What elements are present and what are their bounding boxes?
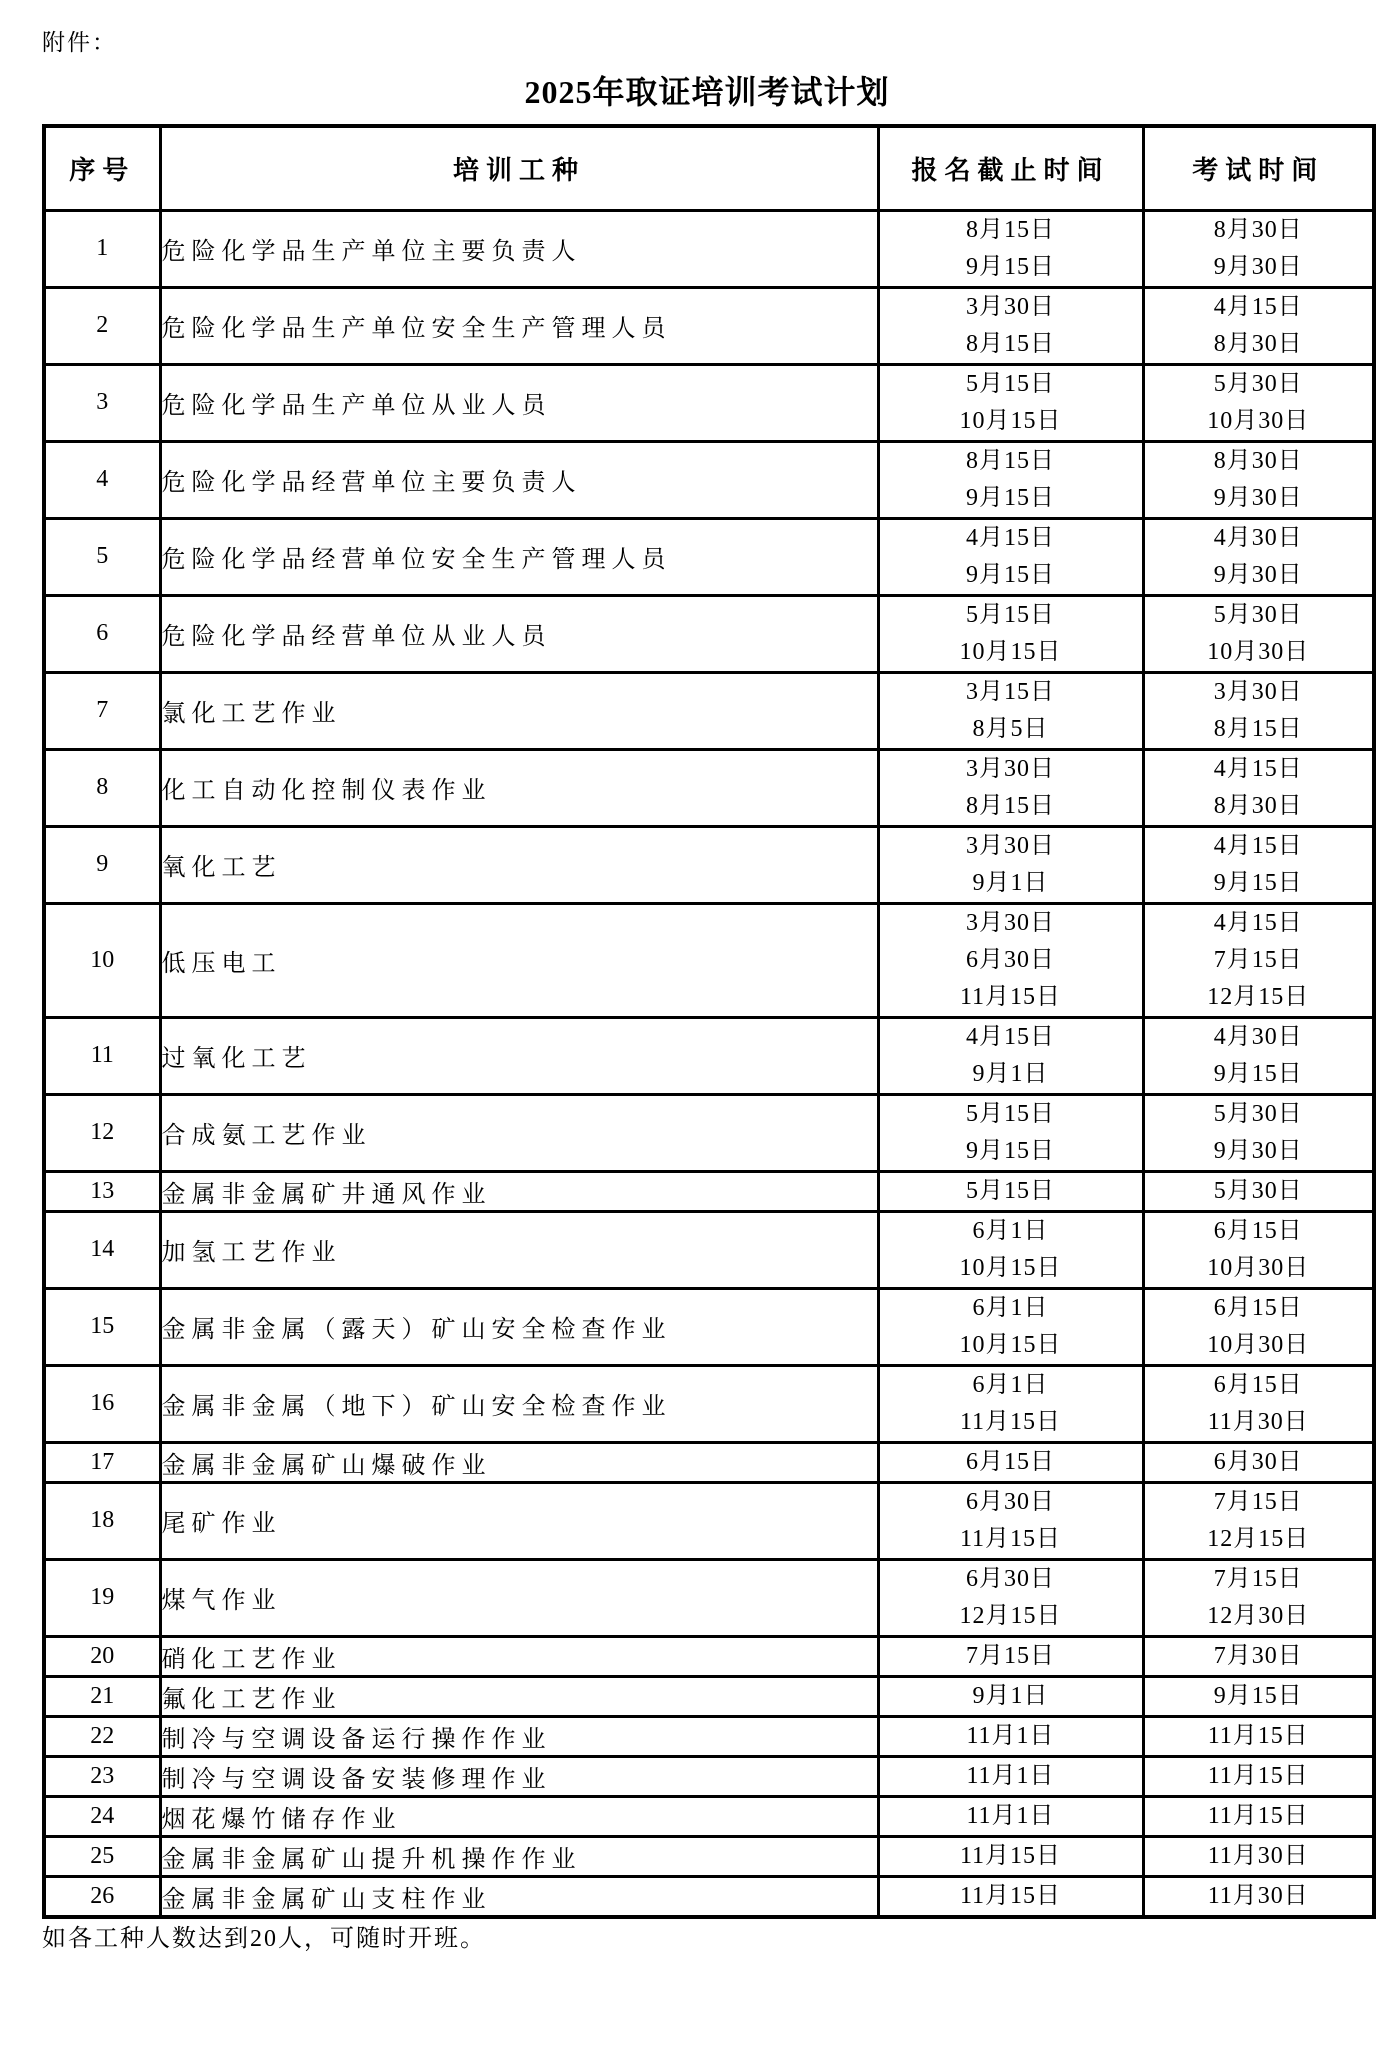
job-title-cell: 危险化学品生产单位从业人员 (160, 364, 878, 441)
deadline-cell (878, 1676, 1143, 1716)
attachment-label: 附件： (42, 30, 117, 55)
exam-cell (1143, 441, 1374, 518)
exam-cell (1143, 1796, 1374, 1836)
exam-date: 4月15日 (1213, 755, 1303, 782)
exam-date: 10月30日 (1207, 1331, 1310, 1358)
deadline-cell (878, 1171, 1143, 1211)
exam-cell (1143, 210, 1374, 287)
deadline-cell (878, 364, 1143, 441)
table-row (44, 1211, 1374, 1288)
exam-cell (1143, 1836, 1374, 1876)
deadline-date: 6月15日 (966, 1448, 1055, 1475)
exam-date: 11月15日 (1207, 1802, 1309, 1829)
row-number-cell: 4 (44, 441, 160, 518)
deadline-date: 10月15日 (959, 638, 1062, 665)
exam-cell (1143, 903, 1374, 1017)
exam-cell (1143, 1482, 1374, 1559)
deadline-date: 9月1日 (972, 1060, 1049, 1087)
exam-date: 11月30日 (1207, 1408, 1309, 1435)
deadline-date: 6月1日 (972, 1294, 1049, 1321)
table-row (44, 441, 1374, 518)
row-number-cell: 17 (44, 1442, 160, 1482)
table-row (44, 903, 1374, 1017)
deadline-date: 3月30日 (966, 293, 1055, 320)
exam-date: 8月30日 (1213, 792, 1303, 819)
deadline-date: 4月15日 (966, 1023, 1055, 1050)
exam-date: 10月30日 (1207, 407, 1310, 434)
exam-date: 11月30日 (1207, 1842, 1309, 1869)
job-title-cell: 合成氨工艺作业 (160, 1094, 878, 1171)
deadline-date: 11月15日 (959, 1882, 1062, 1909)
deadline-cell (878, 1876, 1143, 1917)
row-number-cell: 16 (44, 1365, 160, 1442)
table-row (44, 595, 1374, 672)
job-title-cell: 低压电工 (160, 903, 878, 1017)
job-title-cell: 金属非金属矿山提升机操作作业 (160, 1836, 878, 1876)
exam-date: 6月30日 (1213, 1448, 1303, 1475)
table-row (44, 1482, 1374, 1559)
deadline-cell (878, 1756, 1143, 1796)
exam-date: 5月30日 (1213, 370, 1303, 397)
deadline-cell (878, 1716, 1143, 1756)
deadline-date: 8月5日 (972, 715, 1049, 742)
exam-cell (1143, 1211, 1374, 1288)
exam-cell (1143, 826, 1374, 903)
deadline-date: 6月30日 (966, 946, 1055, 973)
exam-cell (1143, 1171, 1374, 1211)
exam-cell (1143, 1017, 1374, 1094)
exam-date: 6月15日 (1213, 1217, 1303, 1244)
exam-date: 9月30日 (1213, 253, 1303, 280)
row-number-cell: 10 (44, 903, 160, 1017)
deadline-cell (878, 1094, 1143, 1171)
deadline-date: 9月1日 (972, 1682, 1049, 1709)
deadline-cell (878, 1636, 1143, 1676)
deadline-date: 3月30日 (966, 909, 1055, 936)
deadline-date: 6月30日 (966, 1488, 1055, 1515)
exam-cell (1143, 1636, 1374, 1676)
job-title-cell: 金属非金属矿山爆破作业 (160, 1442, 878, 1482)
job-title-cell: 尾矿作业 (160, 1482, 878, 1559)
deadline-date: 5月15日 (966, 1177, 1055, 1204)
deadline-date: 3月30日 (966, 755, 1055, 782)
deadline-cell (878, 903, 1143, 1017)
exam-date: 4月15日 (1213, 832, 1303, 859)
deadline-date: 6月30日 (966, 1565, 1055, 1592)
table-row (44, 1017, 1374, 1094)
deadline-cell (878, 1796, 1143, 1836)
exam-cell (1143, 1756, 1374, 1796)
exam-date: 5月30日 (1213, 1100, 1303, 1127)
deadline-date: 9月15日 (966, 484, 1055, 511)
job-title-cell: 金属非金属矿井通风作业 (160, 1171, 878, 1211)
deadline-date: 11月1日 (966, 1722, 1055, 1749)
deadline-cell (878, 1482, 1143, 1559)
exam-date: 7月30日 (1213, 1642, 1303, 1669)
exam-date: 3月30日 (1213, 678, 1303, 705)
exam-cell (1143, 1365, 1374, 1442)
exam-date: 9月15日 (1213, 1682, 1303, 1709)
deadline-date: 6月1日 (972, 1217, 1049, 1244)
col-header-no: 序号 (44, 126, 160, 210)
deadline-cell (878, 1559, 1143, 1636)
exam-date: 12月15日 (1207, 1525, 1310, 1552)
exam-date: 11月30日 (1207, 1882, 1309, 1909)
deadline-date: 11月15日 (959, 983, 1062, 1010)
job-title-cell: 过氧化工艺 (160, 1017, 878, 1094)
table-row (44, 1756, 1374, 1796)
job-title-cell: 氟化工艺作业 (160, 1676, 878, 1716)
footnote: 如各工种人数达到20人，可随时开班。 (42, 1925, 486, 1952)
row-number-cell: 24 (44, 1796, 160, 1836)
row-number-cell: 12 (44, 1094, 160, 1171)
deadline-date: 11月15日 (959, 1842, 1062, 1869)
job-title-cell: 氯化工艺作业 (160, 672, 878, 749)
exam-date: 9月15日 (1213, 1060, 1303, 1087)
table-row (44, 1676, 1374, 1716)
exam-date: 7月15日 (1213, 1565, 1303, 1592)
exam-cell (1143, 1676, 1374, 1716)
table-row (44, 210, 1374, 287)
deadline-date: 7月15日 (966, 1642, 1055, 1669)
exam-date: 8月30日 (1213, 216, 1303, 243)
deadline-date: 5月15日 (966, 1100, 1055, 1127)
exam-date: 10月30日 (1207, 1254, 1310, 1281)
job-title-cell: 危险化学品生产单位安全生产管理人员 (160, 287, 878, 364)
exam-cell (1143, 749, 1374, 826)
deadline-date: 10月15日 (959, 1331, 1062, 1358)
exam-cell (1143, 1876, 1374, 1917)
exam-date: 10月30日 (1207, 638, 1310, 665)
exam-date: 8月30日 (1213, 447, 1303, 474)
exam-date: 12月30日 (1207, 1602, 1310, 1629)
row-number-cell: 7 (44, 672, 160, 749)
row-number-cell: 11 (44, 1017, 160, 1094)
table-row (44, 749, 1374, 826)
table-row (44, 1094, 1374, 1171)
table-row (44, 1836, 1374, 1876)
job-title-cell: 煤气作业 (160, 1559, 878, 1636)
exam-cell (1143, 1442, 1374, 1482)
exam-date: 9月30日 (1213, 1137, 1303, 1164)
row-number-cell: 5 (44, 518, 160, 595)
job-title-cell: 制冷与空调设备运行操作作业 (160, 1716, 878, 1756)
row-number-cell: 21 (44, 1676, 160, 1716)
exam-date: 9月15日 (1213, 869, 1303, 896)
deadline-date: 11月15日 (959, 1408, 1062, 1435)
row-number-cell: 6 (44, 595, 160, 672)
exam-date: 4月30日 (1213, 524, 1303, 551)
table-row (44, 1716, 1374, 1756)
deadline-cell (878, 287, 1143, 364)
table-row (44, 1559, 1374, 1636)
exam-cell (1143, 672, 1374, 749)
exam-cell (1143, 1288, 1374, 1365)
exam-cell (1143, 1716, 1374, 1756)
deadline-cell (878, 1017, 1143, 1094)
row-number-cell: 2 (44, 287, 160, 364)
job-title-cell: 烟花爆竹储存作业 (160, 1796, 878, 1836)
deadline-cell (878, 1365, 1143, 1442)
exam-plan-table (42, 124, 1376, 1919)
job-title-cell: 危险化学品生产单位主要负责人 (160, 210, 878, 287)
deadline-cell (878, 1211, 1143, 1288)
table-header-row (44, 126, 1374, 210)
exam-date: 11月15日 (1207, 1762, 1309, 1789)
exam-cell (1143, 287, 1374, 364)
table-row (44, 1636, 1374, 1676)
exam-cell (1143, 595, 1374, 672)
row-number-cell: 23 (44, 1756, 160, 1796)
deadline-cell (878, 518, 1143, 595)
exam-date: 4月30日 (1213, 1023, 1303, 1050)
table-row (44, 826, 1374, 903)
exam-cell (1143, 364, 1374, 441)
deadline-date: 8月15日 (966, 216, 1055, 243)
job-title-cell: 加氢工艺作业 (160, 1211, 878, 1288)
row-number-cell: 18 (44, 1482, 160, 1559)
table-row (44, 1876, 1374, 1917)
exam-cell (1143, 1094, 1374, 1171)
exam-date: 9月30日 (1213, 484, 1303, 511)
col-header-deadline: 报名截止时间 (878, 126, 1143, 210)
exam-date: 4月15日 (1213, 293, 1303, 320)
deadline-date: 8月15日 (966, 447, 1055, 474)
deadline-date: 9月15日 (966, 253, 1055, 280)
deadline-date: 3月30日 (966, 832, 1055, 859)
row-number-cell: 14 (44, 1211, 160, 1288)
deadline-date: 5月15日 (966, 370, 1055, 397)
exam-date: 6月15日 (1213, 1294, 1303, 1321)
row-number-cell: 3 (44, 364, 160, 441)
deadline-date: 12月15日 (959, 1602, 1062, 1629)
exam-date: 4月15日 (1213, 909, 1303, 936)
row-number-cell: 22 (44, 1716, 160, 1756)
deadline-cell (878, 1288, 1143, 1365)
job-title-cell: 危险化学品经营单位从业人员 (160, 595, 878, 672)
job-title-cell: 氧化工艺 (160, 826, 878, 903)
deadline-date: 4月15日 (966, 524, 1055, 551)
job-title-cell: 危险化学品经营单位主要负责人 (160, 441, 878, 518)
deadline-cell (878, 1442, 1143, 1482)
exam-date: 11月15日 (1207, 1722, 1309, 1749)
deadline-date: 10月15日 (959, 1254, 1062, 1281)
deadline-date: 9月1日 (972, 869, 1049, 896)
deadline-date: 5月15日 (966, 601, 1055, 628)
row-number-cell: 9 (44, 826, 160, 903)
page-title: 2025年取证培训考试计划 (524, 74, 890, 110)
deadline-cell (878, 441, 1143, 518)
row-number-cell: 1 (44, 210, 160, 287)
table-row (44, 518, 1374, 595)
row-number-cell: 13 (44, 1171, 160, 1211)
col-header-exam: 考试时间 (1143, 126, 1374, 210)
row-number-cell: 25 (44, 1836, 160, 1876)
job-title-cell: 硝化工艺作业 (160, 1636, 878, 1676)
table-row (44, 1288, 1374, 1365)
deadline-cell (878, 749, 1143, 826)
deadline-date: 9月15日 (966, 561, 1055, 588)
table-row (44, 1365, 1374, 1442)
table-row (44, 287, 1374, 364)
exam-date: 12月15日 (1207, 983, 1310, 1010)
exam-date: 7月15日 (1213, 946, 1303, 973)
table-row (44, 364, 1374, 441)
row-number-cell: 20 (44, 1636, 160, 1676)
exam-date: 5月30日 (1213, 1177, 1303, 1204)
table-row (44, 1171, 1374, 1211)
deadline-date: 9月15日 (966, 1137, 1055, 1164)
job-title-cell: 金属非金属（露天）矿山安全检查作业 (160, 1288, 878, 1365)
deadline-cell (878, 1836, 1143, 1876)
deadline-cell (878, 595, 1143, 672)
deadline-date: 10月15日 (959, 407, 1062, 434)
exam-cell (1143, 518, 1374, 595)
deadline-date: 3月15日 (966, 678, 1055, 705)
deadline-cell (878, 826, 1143, 903)
exam-date: 9月30日 (1213, 561, 1303, 588)
exam-date: 8月15日 (1213, 715, 1303, 742)
exam-cell (1143, 1559, 1374, 1636)
job-title-cell: 危险化学品经营单位安全生产管理人员 (160, 518, 878, 595)
row-number-cell: 8 (44, 749, 160, 826)
job-title-cell: 制冷与空调设备安装修理作业 (160, 1756, 878, 1796)
exam-date: 5月30日 (1213, 601, 1303, 628)
exam-date: 6月15日 (1213, 1371, 1303, 1398)
deadline-date: 11月15日 (959, 1525, 1062, 1552)
col-header-job: 培训工种 (160, 126, 878, 210)
job-title-cell: 金属非金属（地下）矿山安全检查作业 (160, 1365, 878, 1442)
table-row (44, 672, 1374, 749)
deadline-cell (878, 210, 1143, 287)
deadline-date: 11月1日 (966, 1802, 1055, 1829)
job-title-cell: 化工自动化控制仪表作业 (160, 749, 878, 826)
deadline-date: 11月1日 (966, 1762, 1055, 1789)
deadline-date: 8月15日 (966, 330, 1055, 357)
deadline-date: 6月1日 (972, 1371, 1049, 1398)
table-row (44, 1442, 1374, 1482)
deadline-date: 8月15日 (966, 792, 1055, 819)
exam-date: 7月15日 (1213, 1488, 1303, 1515)
exam-date: 8月30日 (1213, 330, 1303, 357)
row-number-cell: 19 (44, 1559, 160, 1636)
deadline-cell (878, 672, 1143, 749)
table-row (44, 1796, 1374, 1836)
row-number-cell: 26 (44, 1876, 160, 1917)
row-number-cell: 15 (44, 1288, 160, 1365)
job-title-cell: 金属非金属矿山支柱作业 (160, 1876, 878, 1917)
